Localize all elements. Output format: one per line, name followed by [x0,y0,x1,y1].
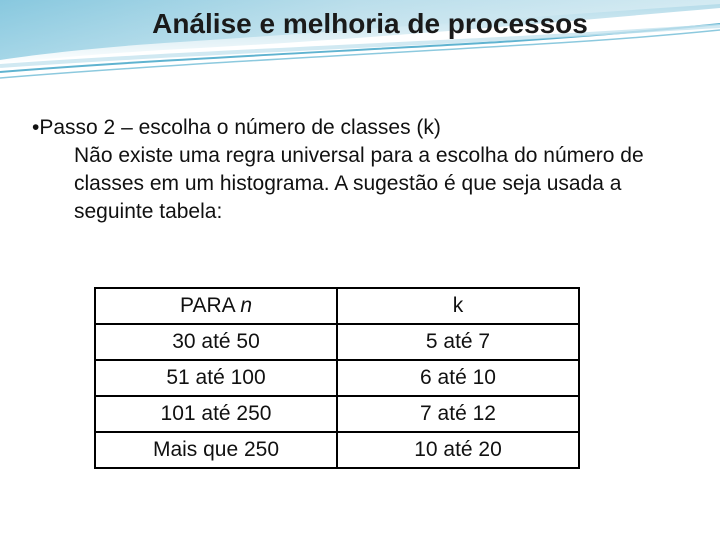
cell-k-range: 5 até 7 [337,324,579,360]
cell-k-range: 10 até 20 [337,432,579,468]
table-row [95,360,579,396]
cell-k-range: 6 até 10 [337,360,579,396]
slide-title: Análise e melhoria de processos [152,8,588,39]
header-cell-n [95,288,337,324]
table-row [95,432,579,468]
header-cell-k: k [337,288,579,324]
bullet-icon: • [32,116,40,139]
description-paragraph: Não existe uma regra universal para a escolha do número de classes em um histograma. A sugestão é que seja usada a seguinte tabela: [74,144,644,223]
classes-table [94,287,580,469]
header-n-variable: n [240,294,252,317]
table-row [95,324,579,360]
bullet-text: Passo 2 – escolha o número de classes (k) [39,116,441,139]
bullet-item [32,114,672,142]
header-n-prefix: PARA [180,294,235,317]
cell-n-range: 30 até 50 [95,324,337,360]
cell-k-range: 7 até 12 [337,396,579,432]
cell-n-range: Mais que 250 [95,432,337,468]
cell-n-range: 51 até 100 [95,360,337,396]
slide-body [32,114,672,226]
cell-n-range: 101 até 250 [95,396,337,432]
table-header-row [95,288,579,324]
table-row [95,396,579,432]
